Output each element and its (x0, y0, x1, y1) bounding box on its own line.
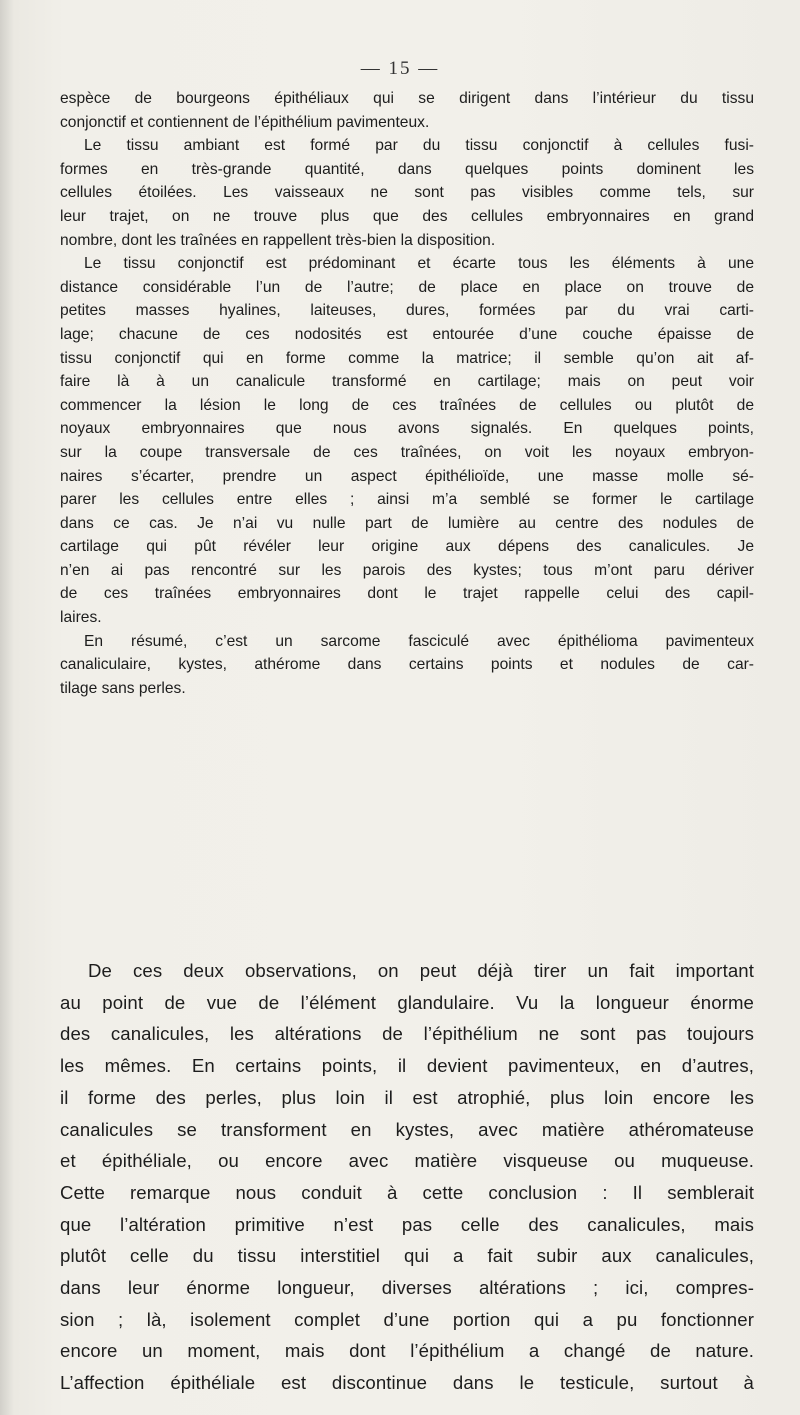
text-line: nombre, dont les traînées en rappellent très-bien la disposition. (60, 231, 496, 249)
large-text-block (60, 955, 754, 1399)
paragraph-resume (60, 630, 754, 701)
text-line: de ces traînées embryonnaires dont le trajet rappelle celui des capil- (60, 585, 754, 603)
text-line: leur trajet, on ne trouve plus que des cellules embryonnaires en grand (60, 207, 754, 225)
text-line: des canalicules, les altérations de l’épithélium ne sont pas toujours (60, 1023, 754, 1045)
paragraph-tissu-ambiant (60, 134, 754, 252)
text-line: faire là à un canalicule transformé en cartilage; mais on peut voir (60, 373, 754, 391)
text-line: espèce de bourgeons épithéliaux qui se dirigent dans l’intérieur du tissu (60, 90, 754, 107)
text-line: tilage sans perles. (60, 679, 186, 697)
text-line: dans leur énorme longueur, diverses altérations ; ici, compres- (60, 1277, 754, 1299)
text-line: En résumé, c’est un sarcome fasciculé avec épithélioma pavimenteux (84, 632, 754, 650)
text-line: sur la coupe transversale de ces traînées, on voit les noyaux embryon- (60, 443, 754, 461)
text-line: plutôt celle du tissu interstitiel qui a fait subir aux canalicules, (60, 1245, 754, 1267)
paragraph-tissu-conjonctif (60, 252, 754, 630)
text-line: De ces deux observations, on peut déjà tirer un fait important (88, 960, 754, 981)
text-line: naires s’écarter, prendre un aspect épithélioïde, une masse molle sé- (60, 467, 754, 485)
text-line: laires. (60, 609, 102, 627)
text-line: et épithéliale, ou encore avec matière visqueuse ou muqueuse. (60, 1150, 754, 1172)
page-spine-shadow (0, 0, 14, 1415)
page-number: — 15 — (360, 58, 440, 79)
text-line: conjonctif et contiennent de l’épithélium pavimenteux. (60, 113, 430, 131)
text-line: cellules étoilées. Les vaisseaux ne sont pas visibles comme tels, sur (60, 184, 754, 202)
text-line: encore un moment, mais dont l’épithélium a changé de nature. (60, 1340, 754, 1362)
text-line: lage; chacune de ces nodosités est entourée d’une couche épaisse de (60, 325, 754, 343)
text-line: Cette remarque nous conduit à cette conclusion : Il semblerait (60, 1181, 754, 1203)
text-line: tissu conjonctif qui en forme comme la matrice; il semble qu’on ait af- (60, 349, 754, 367)
text-line: Le tissu ambiant est formé par du tissu conjonctif à cellules fusi- (84, 137, 754, 155)
text-line: les mêmes. En certains points, il devient pavimenteux, en d’autres, (60, 1055, 754, 1077)
text-line: parer les cellules entre elles ; ainsi m’a semblé se former le cartilage (60, 491, 754, 509)
text-line: distance considérable l’un de l’autre; de place en place on trouve de (60, 278, 754, 296)
text-line: noyaux embryonnaires que nous avons signalés. En quelques points, (60, 420, 754, 438)
text-line: n’en ai pas rencontré sur les parois des kystes; tous m’ont paru dériver (60, 561, 754, 579)
text-line: canalicules se transforment en kystes, avec matière athéromateuse (60, 1118, 754, 1140)
paragraph-observations (60, 955, 754, 1399)
text-line: petites masses hyalines, laiteuses, dures, formées par du vrai carti- (60, 302, 754, 320)
text-line: sion ; là, isolement complet d’une portion qui a pu fonctionner (60, 1308, 754, 1330)
paragraph-continuation (60, 87, 754, 134)
small-text-block (60, 87, 754, 700)
text-line: L’affection épithéliale est discontinue dans le testicule, surtout à (60, 1372, 754, 1394)
text-line: commencer la lésion le long de ces traînées de cellules ou plutôt de (60, 396, 754, 414)
text-line: canaliculaire, kystes, athérome dans certains points et nodules de car- (60, 656, 754, 674)
text-line: il forme des perles, plus loin il est atrophié, plus loin encore les (60, 1086, 754, 1108)
text-line: dans ce cas. Je n’ai vu nulle part de lumière au centre des nodules de (60, 514, 754, 532)
text-line: formes en très-grande quantité, dans quelques points dominent les (60, 160, 754, 178)
text-line: cartilage qui pût révéler leur origine aux dépens des canalicules. Je (60, 538, 754, 556)
text-line: que l’altération primitive n’est pas celle des canalicules, mais (60, 1213, 754, 1235)
text-line: Le tissu conjonctif est prédominant et écarte tous les éléments à une (84, 255, 754, 273)
text-line: au point de vue de l’élément glandulaire. Vu la longueur énorme (60, 991, 754, 1013)
